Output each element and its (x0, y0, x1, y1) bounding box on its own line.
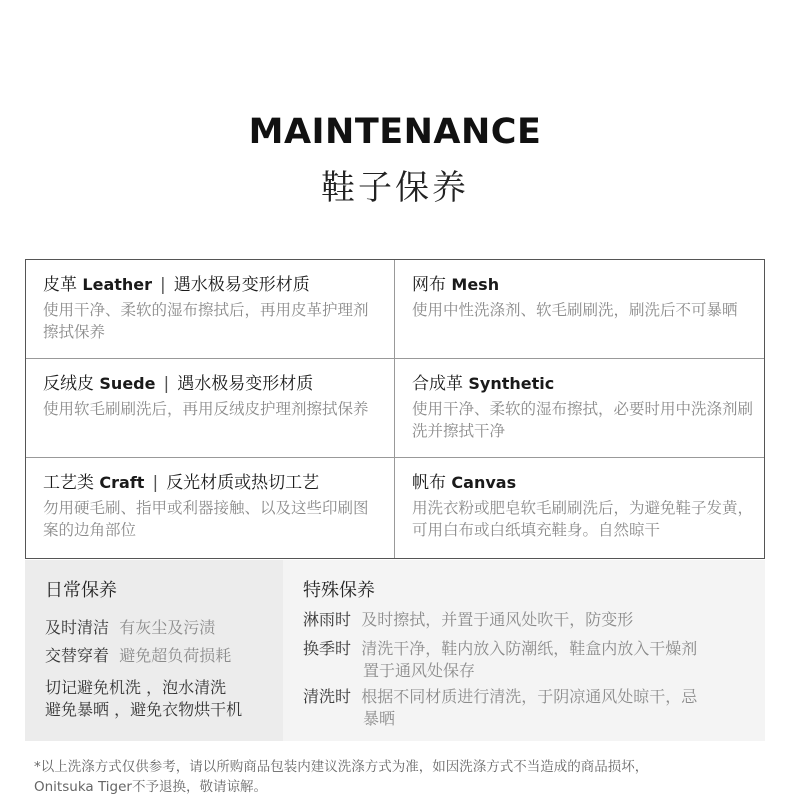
care-key: 换季时 (303, 639, 352, 658)
material-name-en: Canvas (451, 473, 517, 492)
care-value: 及时擦拭，并置于通风处吹干，防变形 (361, 610, 634, 629)
special-care-section (283, 560, 765, 741)
material-title (412, 472, 765, 494)
material-note: 遇水极易变形材质 (173, 275, 310, 295)
material-card-suede (26, 359, 395, 458)
material-name: 帆布 (412, 473, 446, 493)
special-care-title: 特殊保养 (303, 580, 375, 601)
daily-care-warning: 切记避免机洗 ，泡水清洗 (45, 678, 227, 697)
material-card-canvas (395, 458, 765, 557)
material-name: 工艺类 (43, 473, 94, 493)
care-value-continued: 置于通风处保存 (363, 661, 476, 680)
material-title (43, 472, 395, 494)
footnote (34, 757, 774, 797)
page-title-zh: 鞋子保养 (321, 168, 469, 208)
material-title (412, 373, 765, 395)
footnote-line: Onitsuka Tiger不予退换，敬请谅解。 (34, 779, 267, 795)
special-care-item (303, 609, 633, 631)
daily-care-item (45, 645, 231, 667)
material-description: 使用软毛刷刷洗后，再用反绒皮护理剂擦拭保养 (43, 400, 369, 418)
care-panel (25, 560, 765, 741)
material-title (412, 274, 765, 296)
title-separator: | (160, 275, 166, 295)
daily-care-title: 日常保养 (45, 580, 117, 601)
daily-care-item (45, 617, 215, 639)
material-name: 网布 (412, 275, 446, 295)
care-key: 淋雨时 (303, 610, 352, 629)
material-note: 遇水极易变形材质 (177, 374, 314, 394)
care-key: 清洗时 (303, 687, 352, 706)
title-separator: | (152, 473, 159, 493)
care-value: 有灰尘及污渍 (119, 618, 216, 637)
care-key: 交替穿着 (45, 646, 110, 665)
special-care-item (303, 686, 697, 708)
material-description: 使用干净、柔软的湿布擦拭后，再用皮革护理剂擦拭保养 (43, 301, 369, 341)
material-note: 反光材质或热切工艺 (166, 473, 320, 493)
material-description: 用洗衣粉或肥皂软毛刷刷洗后，为避免鞋子发黄，可用白布或白纸填充鞋身。自然晾干 (412, 499, 754, 539)
material-name-en: Craft (99, 473, 145, 492)
material-description: 使用干净、柔软的湿布擦拭，必要时用中洗涤剂刷洗并擦拭干净 (412, 400, 754, 440)
material-name-en: Suede (99, 374, 156, 393)
daily-care-warning: 避免暴晒 ，避免衣物烘干机 (45, 700, 243, 719)
care-key: 及时清洁 (45, 618, 110, 637)
care-value: 避免超负荷损耗 (119, 646, 232, 665)
care-value-continued: 暴晒 (363, 709, 396, 728)
footnote-line: *以上洗涤方式仅供参考，请以所购商品包装内建议洗涤方式为准，如因洗涤方式不当造成的商品损坏， (34, 759, 649, 775)
special-care-item (303, 638, 697, 660)
material-name: 合成革 (412, 374, 463, 394)
material-title (43, 274, 395, 296)
daily-care-section (25, 560, 283, 741)
material-card-synthetic (395, 359, 765, 458)
material-name-en: Leather (82, 275, 153, 294)
care-value: 根据不同材质进行清洗，于阴凉通风处晾干，忌 (361, 687, 698, 706)
material-grid (25, 259, 765, 559)
material-description: 使用中性洗涤剂、软毛刷刷洗，刷洗后不可暴晒 (412, 301, 738, 319)
material-name: 皮革 (43, 275, 77, 295)
material-card-craft (26, 458, 395, 557)
material-card-leather (26, 260, 395, 359)
material-name-en: Mesh (451, 275, 500, 294)
material-description: 勿用硬毛刷、指甲或利器接触、以及这些印刷图案的边角部位 (43, 499, 369, 539)
material-name: 反绒皮 (43, 374, 94, 394)
material-title (43, 373, 395, 395)
material-name-en: Synthetic (468, 374, 555, 393)
material-card-mesh (395, 260, 765, 359)
care-value: 清洗干净，鞋内放入防潮纸，鞋盒内放入干燥剂 (361, 639, 698, 658)
title-separator: | (163, 374, 170, 394)
page-title-en: MAINTENANCE (248, 112, 542, 152)
